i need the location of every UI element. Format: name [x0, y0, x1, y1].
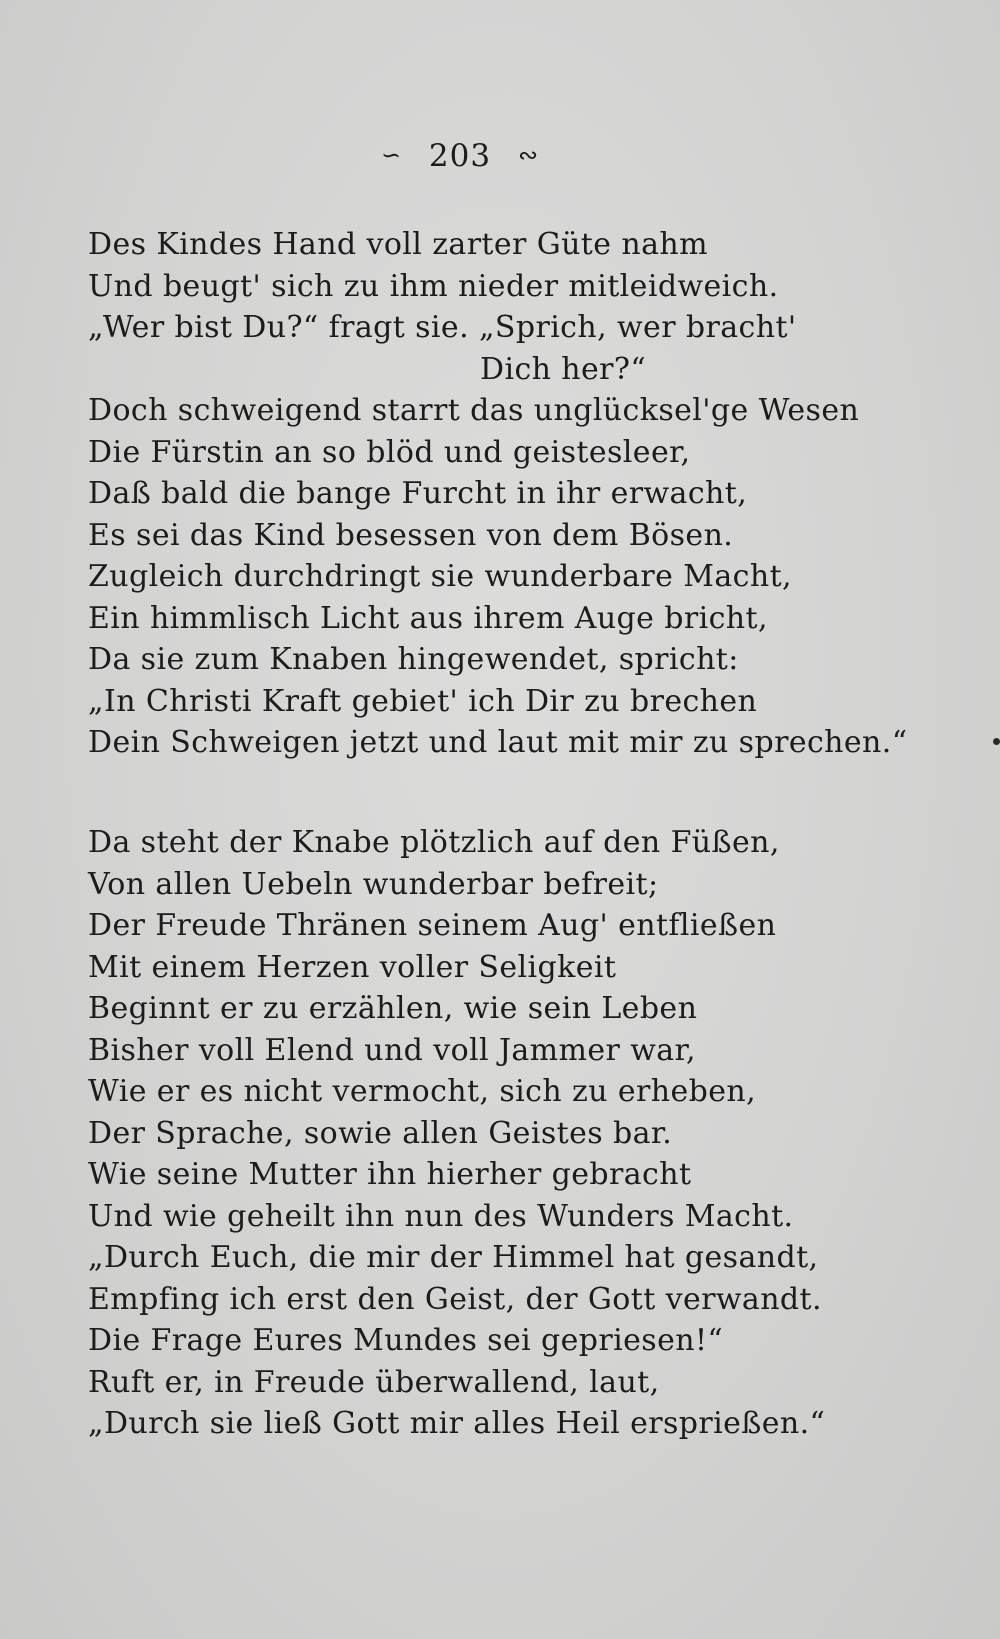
verse-line: Empfing ich erst den Geist, der Gott verwandt. — [88, 1281, 822, 1317]
verse-line: Und wie geheilt ihn nun des Wunders Macht. — [88, 1198, 794, 1234]
verse-line: Mit einem Herzen voller Seligkeit — [88, 949, 617, 985]
verse-line: „Durch sie ließ Gott mir alles Heil ersprießen.“ — [88, 1406, 826, 1441]
verse-line: Zugleich durchdringt sie wunderbare Macht, — [88, 559, 792, 594]
verse-line: Da steht der Knabe plötzlich auf den Füßen, — [88, 825, 780, 860]
verse-line: Da sie zum Knaben hingewendet, spricht: — [88, 642, 739, 677]
left-ornament-icon: ∽ — [380, 140, 403, 169]
verse-line-continuation: Dich her?“ — [480, 351, 647, 387]
verse-line: „In Christi Kraft gebiet' ich Dir zu brechen — [88, 683, 758, 719]
verse-line: Der Sprache, sowie allen Geistes bar. — [88, 1115, 673, 1151]
verse-line: Dein Schweigen jetzt und laut mit mir zu sprechen.“ — [88, 725, 908, 760]
verse-line: Bisher voll Elend und voll Jammer war, — [88, 1032, 696, 1068]
verse-line: Und beugt' sich zu ihm nieder mitleidweich. — [88, 268, 779, 304]
page-header — [0, 138, 920, 174]
verse-line: „Durch Euch, die mir der Himmel hat gesandt, — [88, 1240, 819, 1275]
verse-line: Beginnt er zu erzählen, wie sein Leben — [88, 991, 698, 1026]
right-ornament-icon: ∾ — [517, 140, 540, 169]
stanza-2 — [88, 822, 848, 1445]
verse-line: Daß bald die bange Furcht in ihr erwacht, — [88, 476, 748, 511]
verse-line: Die Frage Eures Mundes sei gepriesen!“ — [88, 1323, 724, 1358]
verse-line: Die Fürstin an so blöd und geistesleer, — [88, 434, 691, 470]
verse-line: Der Freude Thränen seinem Aug' entfließen — [88, 908, 777, 943]
verse-line: Wie seine Mutter ihn hierher gebracht — [88, 1157, 692, 1192]
page-edge-mark — [993, 738, 1000, 745]
verse-line: „Wer bist Du?“ fragt sie. „Sprich, wer bracht' — [88, 310, 797, 345]
verse-line: Doch schweigend starrt das unglücksel'ge Wesen — [88, 393, 860, 428]
verse-line: Wie er es nicht vermocht, sich zu erheben, — [88, 1074, 757, 1109]
verse-line: Von allen Uebeln wunderbar befreit; — [88, 866, 659, 902]
verse-line: Des Kindes Hand voll zarter Güte nahm — [88, 227, 708, 262]
verse-line: Ruft er, in Freude überwallend, laut, — [88, 1364, 660, 1400]
page-number: 203 — [428, 138, 492, 174]
stanza-1 — [88, 224, 908, 764]
verse-line: Es sei das Kind besessen von dem Bösen. — [88, 517, 734, 553]
verse-line: Ein himmlisch Licht aus ihrem Auge bricht, — [88, 600, 768, 636]
